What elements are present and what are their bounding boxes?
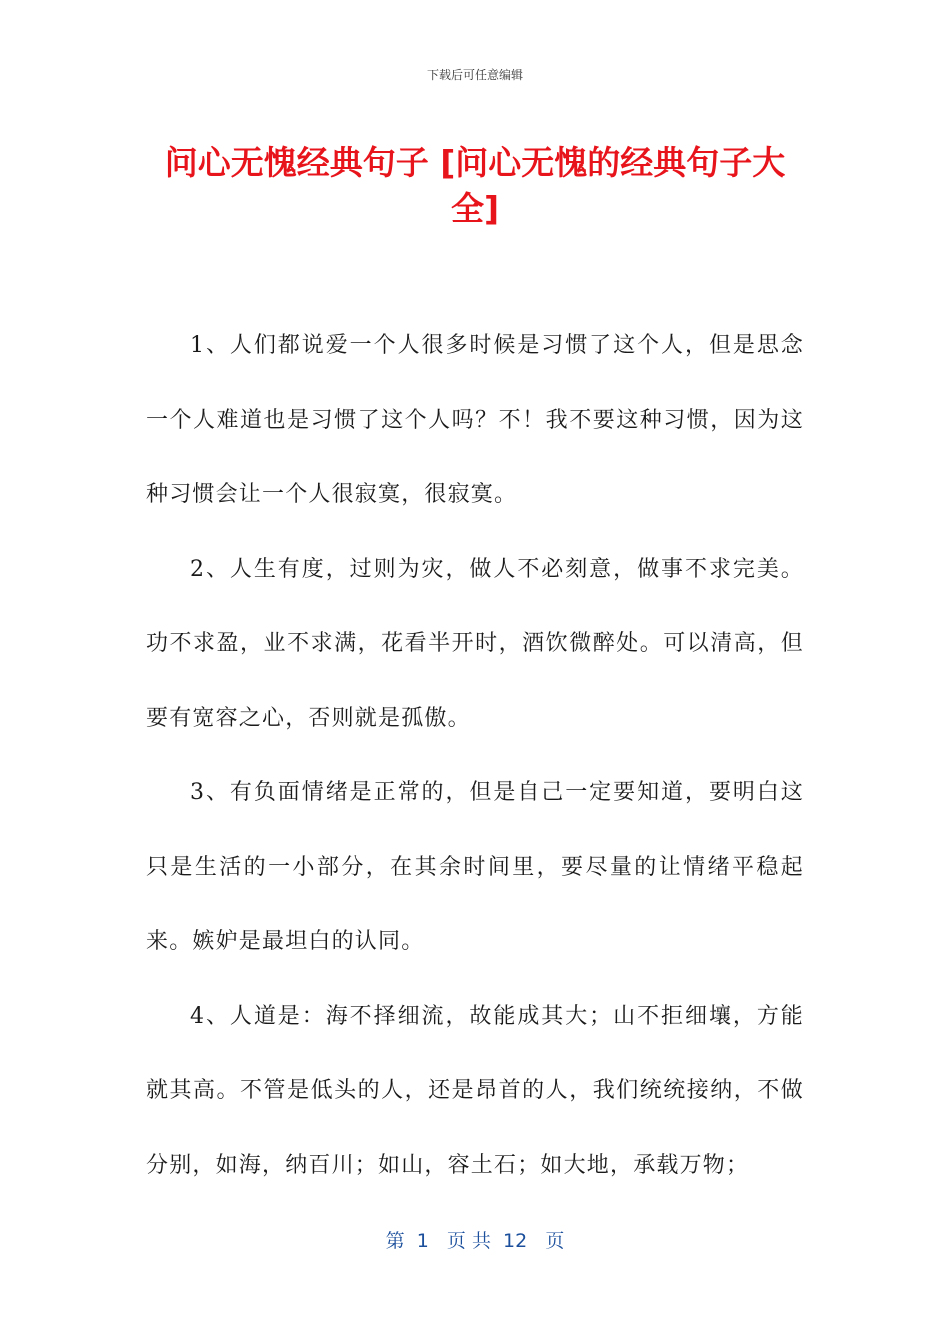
page-footer: 第 1 页 共 12 页 [385, 1230, 565, 1252]
paragraph-1: 1、人们都说爱一个人很多时候是习惯了这个人，但是思念一个人难道也是习惯了这个人吗？不！我不要这种习惯，因为这种习惯会让一个人很寂寞，很寂寞。 [146, 333, 804, 507]
paragraph-4: 4、人道是：海不择细流，故能成其大；山不拒细壤，方能就其高。不管是低头的人，还是昂首的人，我们统统接纳，不做分别，如海，纳百川；如山，容土石；如大地，承载万物； [146, 1003, 804, 1178]
document-title: 问心无愧经典句子 [问心无愧的经典句子大全] [164, 143, 786, 228]
header-note: 下载后可任意编辑 [426, 68, 523, 82]
document-body [146, 309, 804, 1203]
paragraph-2: 2、人生有度，过则为灾，做人不必刻意，做事不求完美。功不求盈，业不求满，花看半开时，酒饮微醉处。可以清高，但要有宽容之心，否则就是孤傲。 [146, 556, 804, 731]
paragraph-3: 3、有负面情绪是正常的，但是自己一定要知道，要明白这只是生活的一小部分，在其余时间里，要尽量的让情绪平稳起来。嫉妒是最坦白的认同。 [146, 780, 804, 954]
